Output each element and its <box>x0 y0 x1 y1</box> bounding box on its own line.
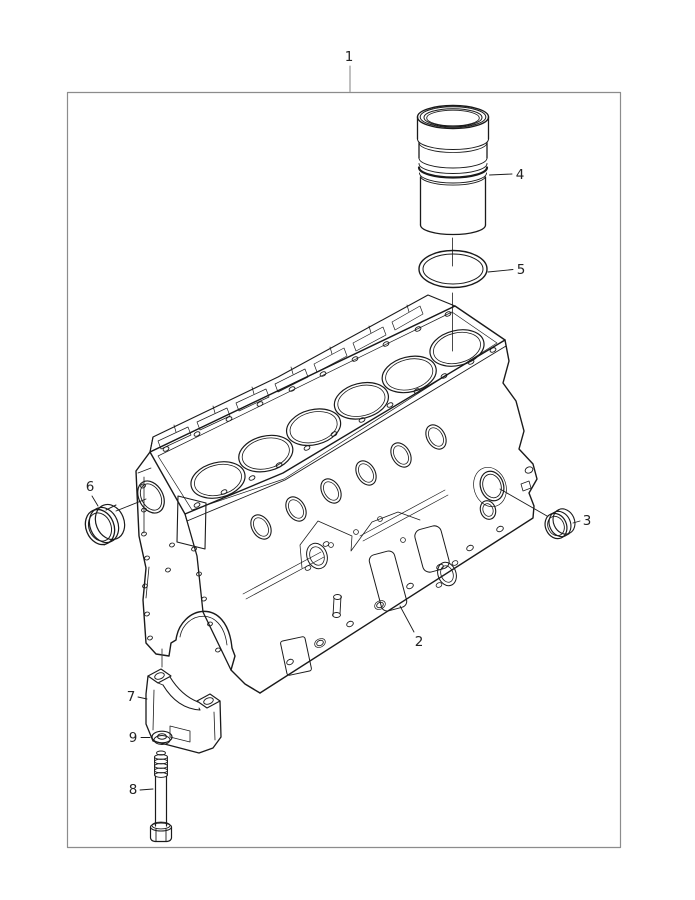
callout-7-label: 7 <box>126 689 136 705</box>
washer <box>152 731 172 744</box>
callout-2 <box>400 606 423 650</box>
cylinder-block <box>132 295 537 693</box>
callout-4-label: 4 <box>515 167 525 183</box>
callout-7 <box>127 689 147 705</box>
callout-3-label: 3 <box>582 513 592 529</box>
callouts <box>86 49 592 798</box>
cylinder-liner <box>418 106 489 235</box>
callout-9 <box>129 730 150 746</box>
callout-1 <box>345 49 354 92</box>
callout-1-label: 1 <box>344 49 354 65</box>
cup-plug-front <box>80 500 129 549</box>
callout-9-label: 9 <box>128 730 138 746</box>
block-far-wall <box>150 295 455 452</box>
callout-8 <box>129 782 153 798</box>
callout-8-label: 8 <box>128 782 138 798</box>
callout-5 <box>488 262 525 278</box>
cup-plug-side <box>541 505 579 542</box>
bolt <box>151 751 172 842</box>
callout-5-label: 5 <box>516 262 526 278</box>
block-front-face <box>132 452 260 693</box>
callout-2-label: 2 <box>414 634 424 650</box>
callout-4 <box>490 167 525 183</box>
callout-6-label: 6 <box>85 479 95 495</box>
